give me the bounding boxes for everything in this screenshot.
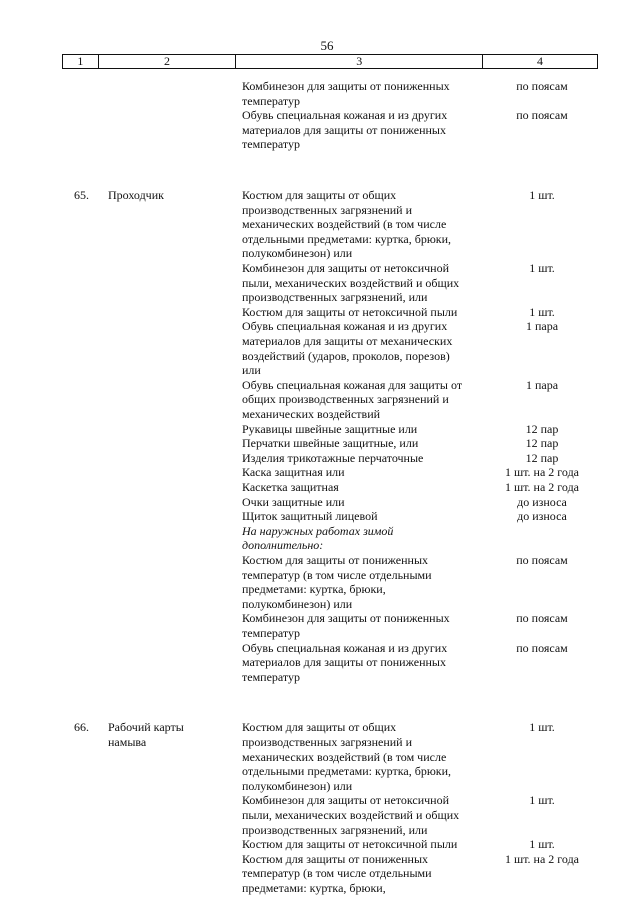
profession-name: Проходчик (108, 188, 164, 202)
column-header-1: 1 (63, 55, 99, 69)
item-line: производственных загрязнений, или (242, 822, 428, 837)
item-quantity: по поясам (516, 611, 568, 626)
item-quantity: 1 шт. на 2 года (504, 851, 580, 866)
item-quantity: по поясам (516, 108, 568, 123)
item-line: температур (в том числе отдельными (242, 567, 432, 582)
item-quantity: до износа (517, 494, 567, 509)
item-line: воздействий (ударов, проколов, порезов) (242, 348, 450, 363)
item-line: Очки защитные или (242, 494, 345, 509)
item-quantity: 1 шт. (529, 304, 555, 319)
item-line: Обувь специальная кожаная для защиты от (242, 377, 463, 392)
item-quantity: 1 шт. на 2 года (504, 465, 580, 480)
item-line: температур (242, 669, 301, 684)
item-line: Каскетка защитная (242, 480, 339, 494)
item-quantity: 1 шт. (529, 720, 555, 735)
item-line: Каска защитная или (242, 465, 345, 480)
item-line: материалов для защиты от пониженных (242, 655, 446, 670)
item-quantity: 12 пар (525, 450, 559, 465)
item-quantity: 1 шт. (529, 188, 555, 202)
column-header-3: 3 (236, 55, 483, 69)
column-header-4: 4 (483, 55, 598, 69)
item-line: Костюм для защиты от нетоксичной пыли (242, 304, 458, 319)
item-quantity: 1 шт. (529, 793, 555, 808)
item-line: Костюм для защиты от пониженных (242, 553, 429, 567)
entry-number: 66. (74, 720, 89, 735)
item-line: механических воздействий (в том числе (242, 749, 447, 764)
page-number: 56 (320, 38, 334, 53)
item-line: производственных загрязнений и (242, 735, 413, 749)
item-line: Костюм для защиты от нетоксичной пыли (242, 837, 458, 852)
item-line: температур (242, 93, 301, 108)
table-header (62, 54, 598, 69)
item-line: Обувь специальная кожаная и из других (242, 640, 448, 655)
item-line: отдельными предметами: куртка, брюки, (242, 231, 452, 246)
item-line: Комбинезон для защиты от пониженных (242, 611, 450, 626)
item-line: или (242, 363, 261, 378)
item-line: пыли, механических воздействий и общих (242, 808, 460, 822)
item-quantity: 1 пара (525, 377, 559, 392)
item-line: Костюм для защиты от общих (242, 188, 397, 202)
item-line: полукомбинезон) или (242, 246, 353, 261)
item-line: общих производственных загрязнений и (242, 392, 449, 407)
item-line: отдельными предметами: куртка, брюки, (242, 764, 452, 779)
item-line: На наружных работах зимой (242, 523, 394, 538)
item-quantity: по поясам (516, 79, 568, 93)
item-line: Комбинезон для защиты от пониженных (242, 79, 450, 93)
column-header-2: 2 (98, 55, 236, 69)
item-quantity: по поясам (516, 640, 568, 655)
item-line: Перчатки швейные защитные, или (242, 436, 419, 451)
item-line: материалов для защиты от пониженных (242, 122, 446, 137)
item-line: Костюм для защиты от пониженных (242, 851, 429, 866)
item-line: Комбинезон для защиты от нетоксичной (242, 261, 450, 275)
item-line: Рукавицы швейные защитные или (242, 421, 418, 436)
item-line: материалов для защиты от механических (242, 334, 453, 348)
item-line: пыли, механических воздействий и общих (242, 275, 460, 290)
item-line: производственных загрязнений и (242, 202, 413, 217)
item-quantity: 12 пар (525, 436, 559, 451)
item-line: Изделия трикотажные перчаточные (242, 450, 424, 465)
entry-number: 65. (74, 188, 89, 202)
item-line: предметами: куртка, брюки, (242, 881, 386, 895)
item-line: механических воздействий (242, 407, 381, 421)
item-line: полукомбинезон) или (242, 778, 353, 793)
item-quantity: 1 шт. (529, 261, 555, 275)
item-line: температур (в том числе отдельными (242, 866, 432, 881)
item-quantity: 1 пара (525, 319, 559, 334)
item-line: механических воздействий (в том числе (242, 217, 447, 232)
item-line: Обувь специальная кожаная и из других (242, 108, 448, 123)
item-line: Комбинезон для защиты от нетоксичной (242, 793, 450, 808)
item-quantity: по поясам (516, 553, 568, 567)
item-quantity: 1 шт. (529, 837, 555, 852)
item-line: Щиток защитный лицевой (242, 509, 378, 524)
item-line: дополнительно: (242, 538, 324, 553)
item-line: Костюм для защиты от общих (242, 720, 397, 735)
item-quantity: 1 шт. на 2 года (504, 480, 580, 494)
profession-name: Рабочий карты (108, 720, 184, 735)
profession-name: намыва (108, 735, 147, 749)
item-line: температур (242, 137, 301, 152)
item-quantity: до износа (517, 509, 567, 524)
item-line: Обувь специальная кожаная и из других (242, 319, 448, 334)
item-line: полукомбинезон) или (242, 596, 353, 611)
item-line: производственных загрязнений, или (242, 290, 428, 305)
item-quantity: 12 пар (525, 421, 559, 436)
item-line: предметами: куртка, брюки, (242, 582, 386, 597)
item-line: температур (242, 626, 301, 640)
